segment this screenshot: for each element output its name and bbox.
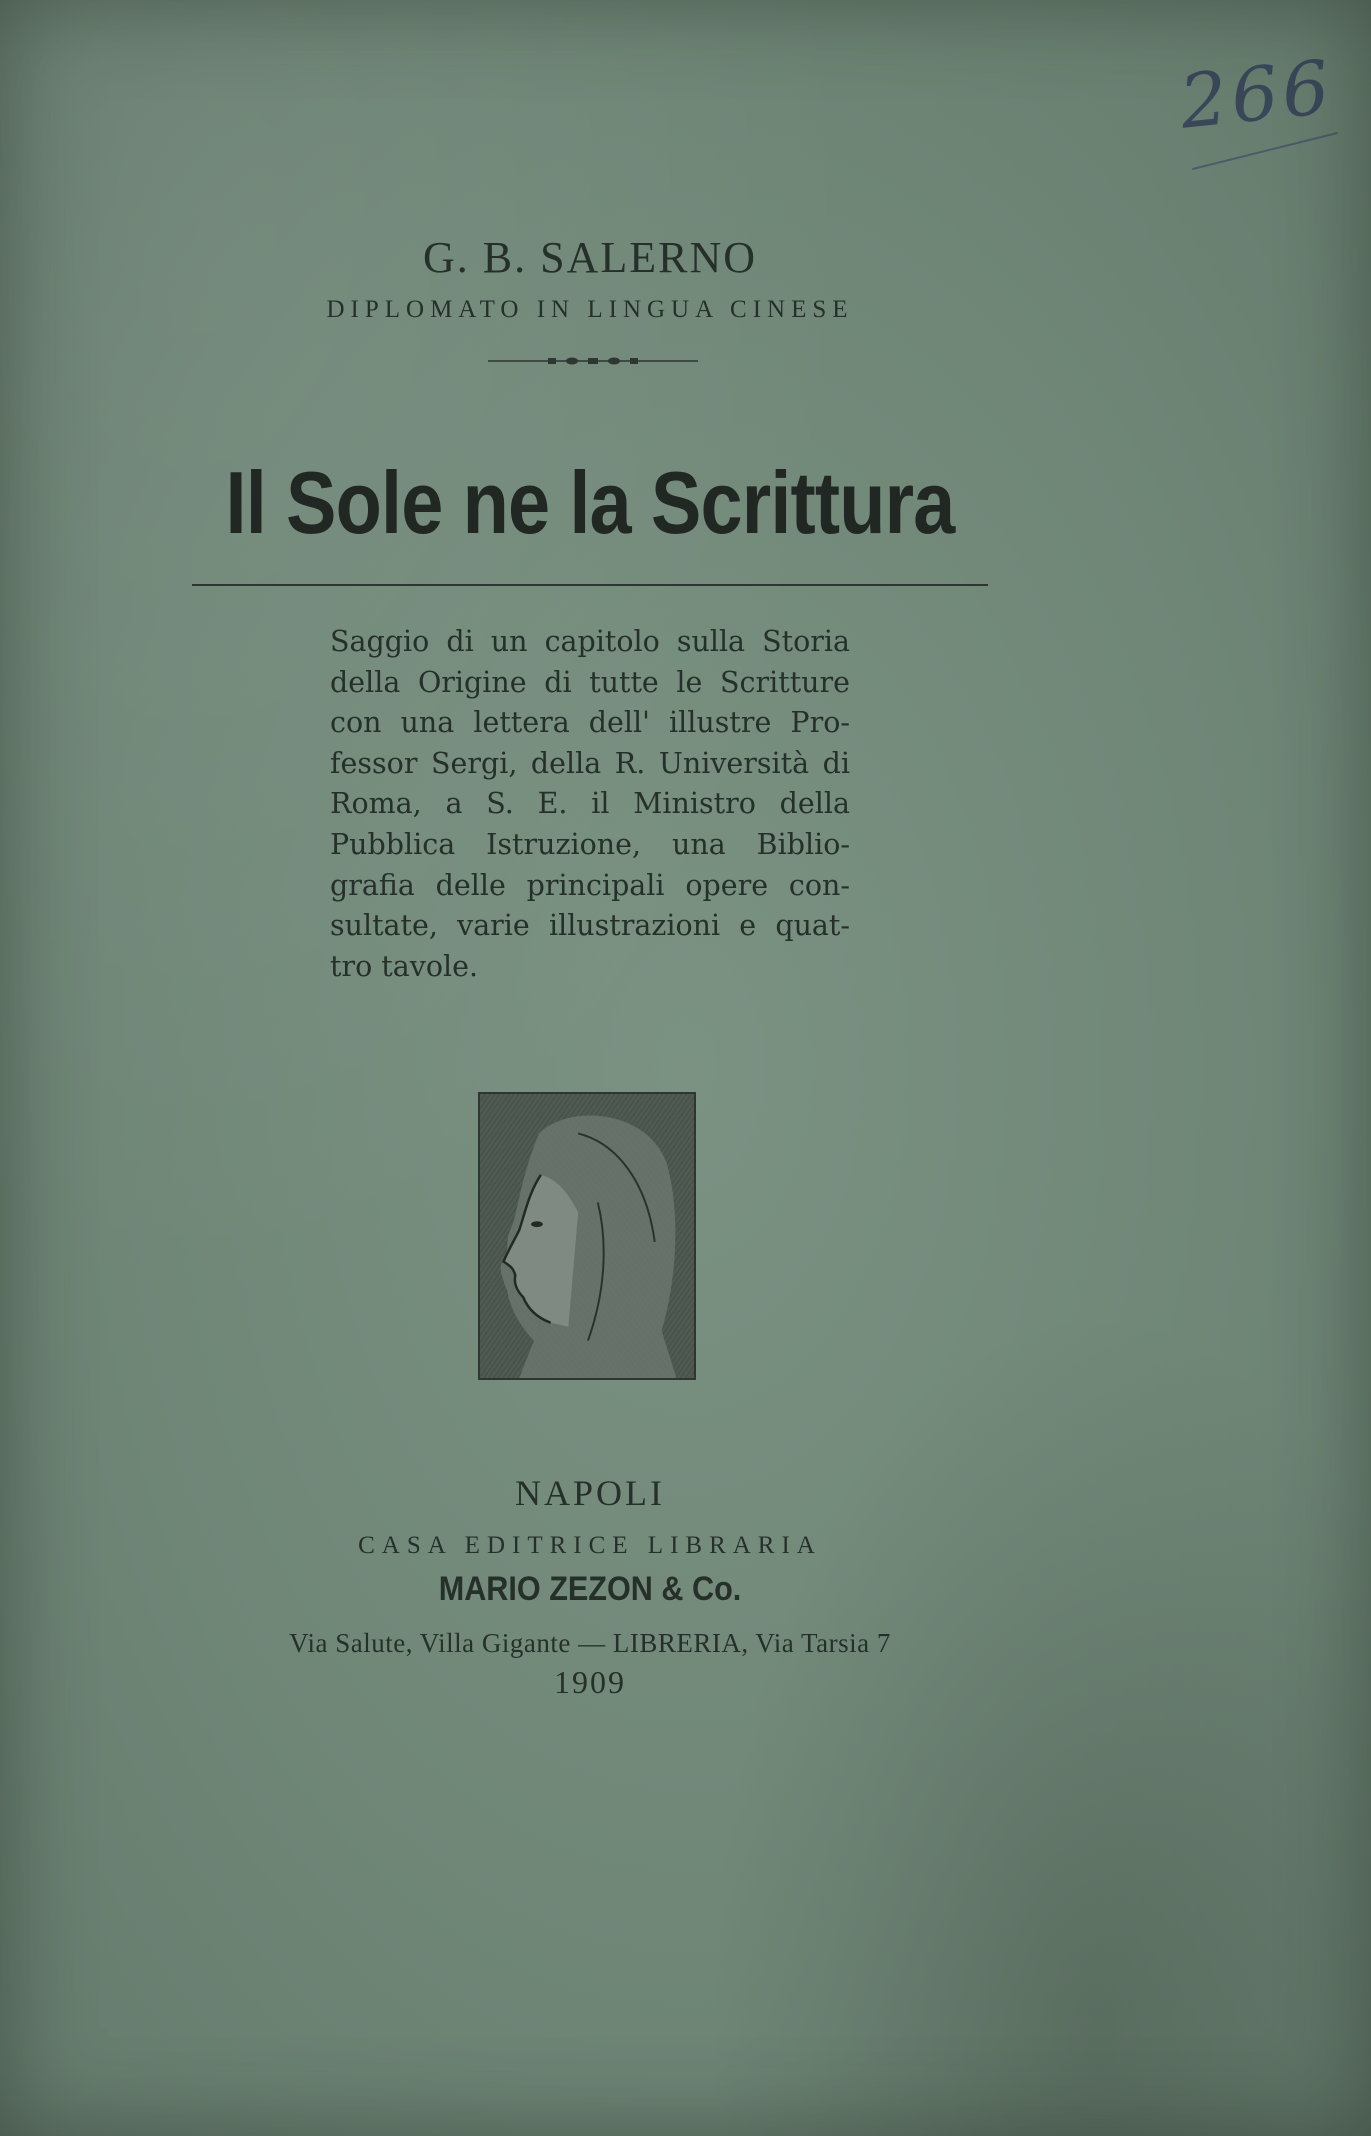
imprint-year: 1909	[554, 1664, 626, 1700]
description-line: grafia delle principali opere con-	[330, 868, 850, 902]
ornament-divider	[488, 356, 698, 366]
portrait-engraving	[478, 1092, 696, 1380]
imprint-address: Via Salute, Villa Gigante — LIBRERIA, Via Tarsia 7	[289, 1628, 891, 1658]
description-line: Pubblica Istruzione, una Biblio-	[330, 827, 850, 861]
imprint-publisher: MARIO ZEZON & Co.	[438, 1570, 742, 1608]
description-line: Saggio di un capitolo sulla Storia	[330, 625, 850, 658]
description-line: fessor Sergi, della R. Università di	[330, 746, 850, 780]
handwritten-shelf-mark: 266	[1175, 44, 1338, 146]
description	[330, 622, 850, 987]
title-rule	[192, 584, 988, 586]
imprint-publisher-type: CASA EDITRICE LIBRARIA	[358, 1532, 822, 1559]
description-line: tro tavole.	[330, 949, 479, 983]
author-qualification: DIPLOMATO IN LINGUA CINESE	[326, 296, 854, 323]
description-line: con una lettera dell' illustre Pro-	[330, 706, 850, 740]
description-line: della Origine di tutte le Scritture	[330, 665, 850, 699]
description-line: Roma, a S. E. il Ministro della	[330, 787, 850, 821]
author-name: G. B. SALERNO	[422, 233, 758, 282]
book-title: Il Sole ne la Scrittura	[225, 453, 955, 552]
imprint-city: NAPOLI	[515, 1473, 665, 1513]
description-line: sultate, varie illustrazioni e quat-	[330, 909, 850, 943]
